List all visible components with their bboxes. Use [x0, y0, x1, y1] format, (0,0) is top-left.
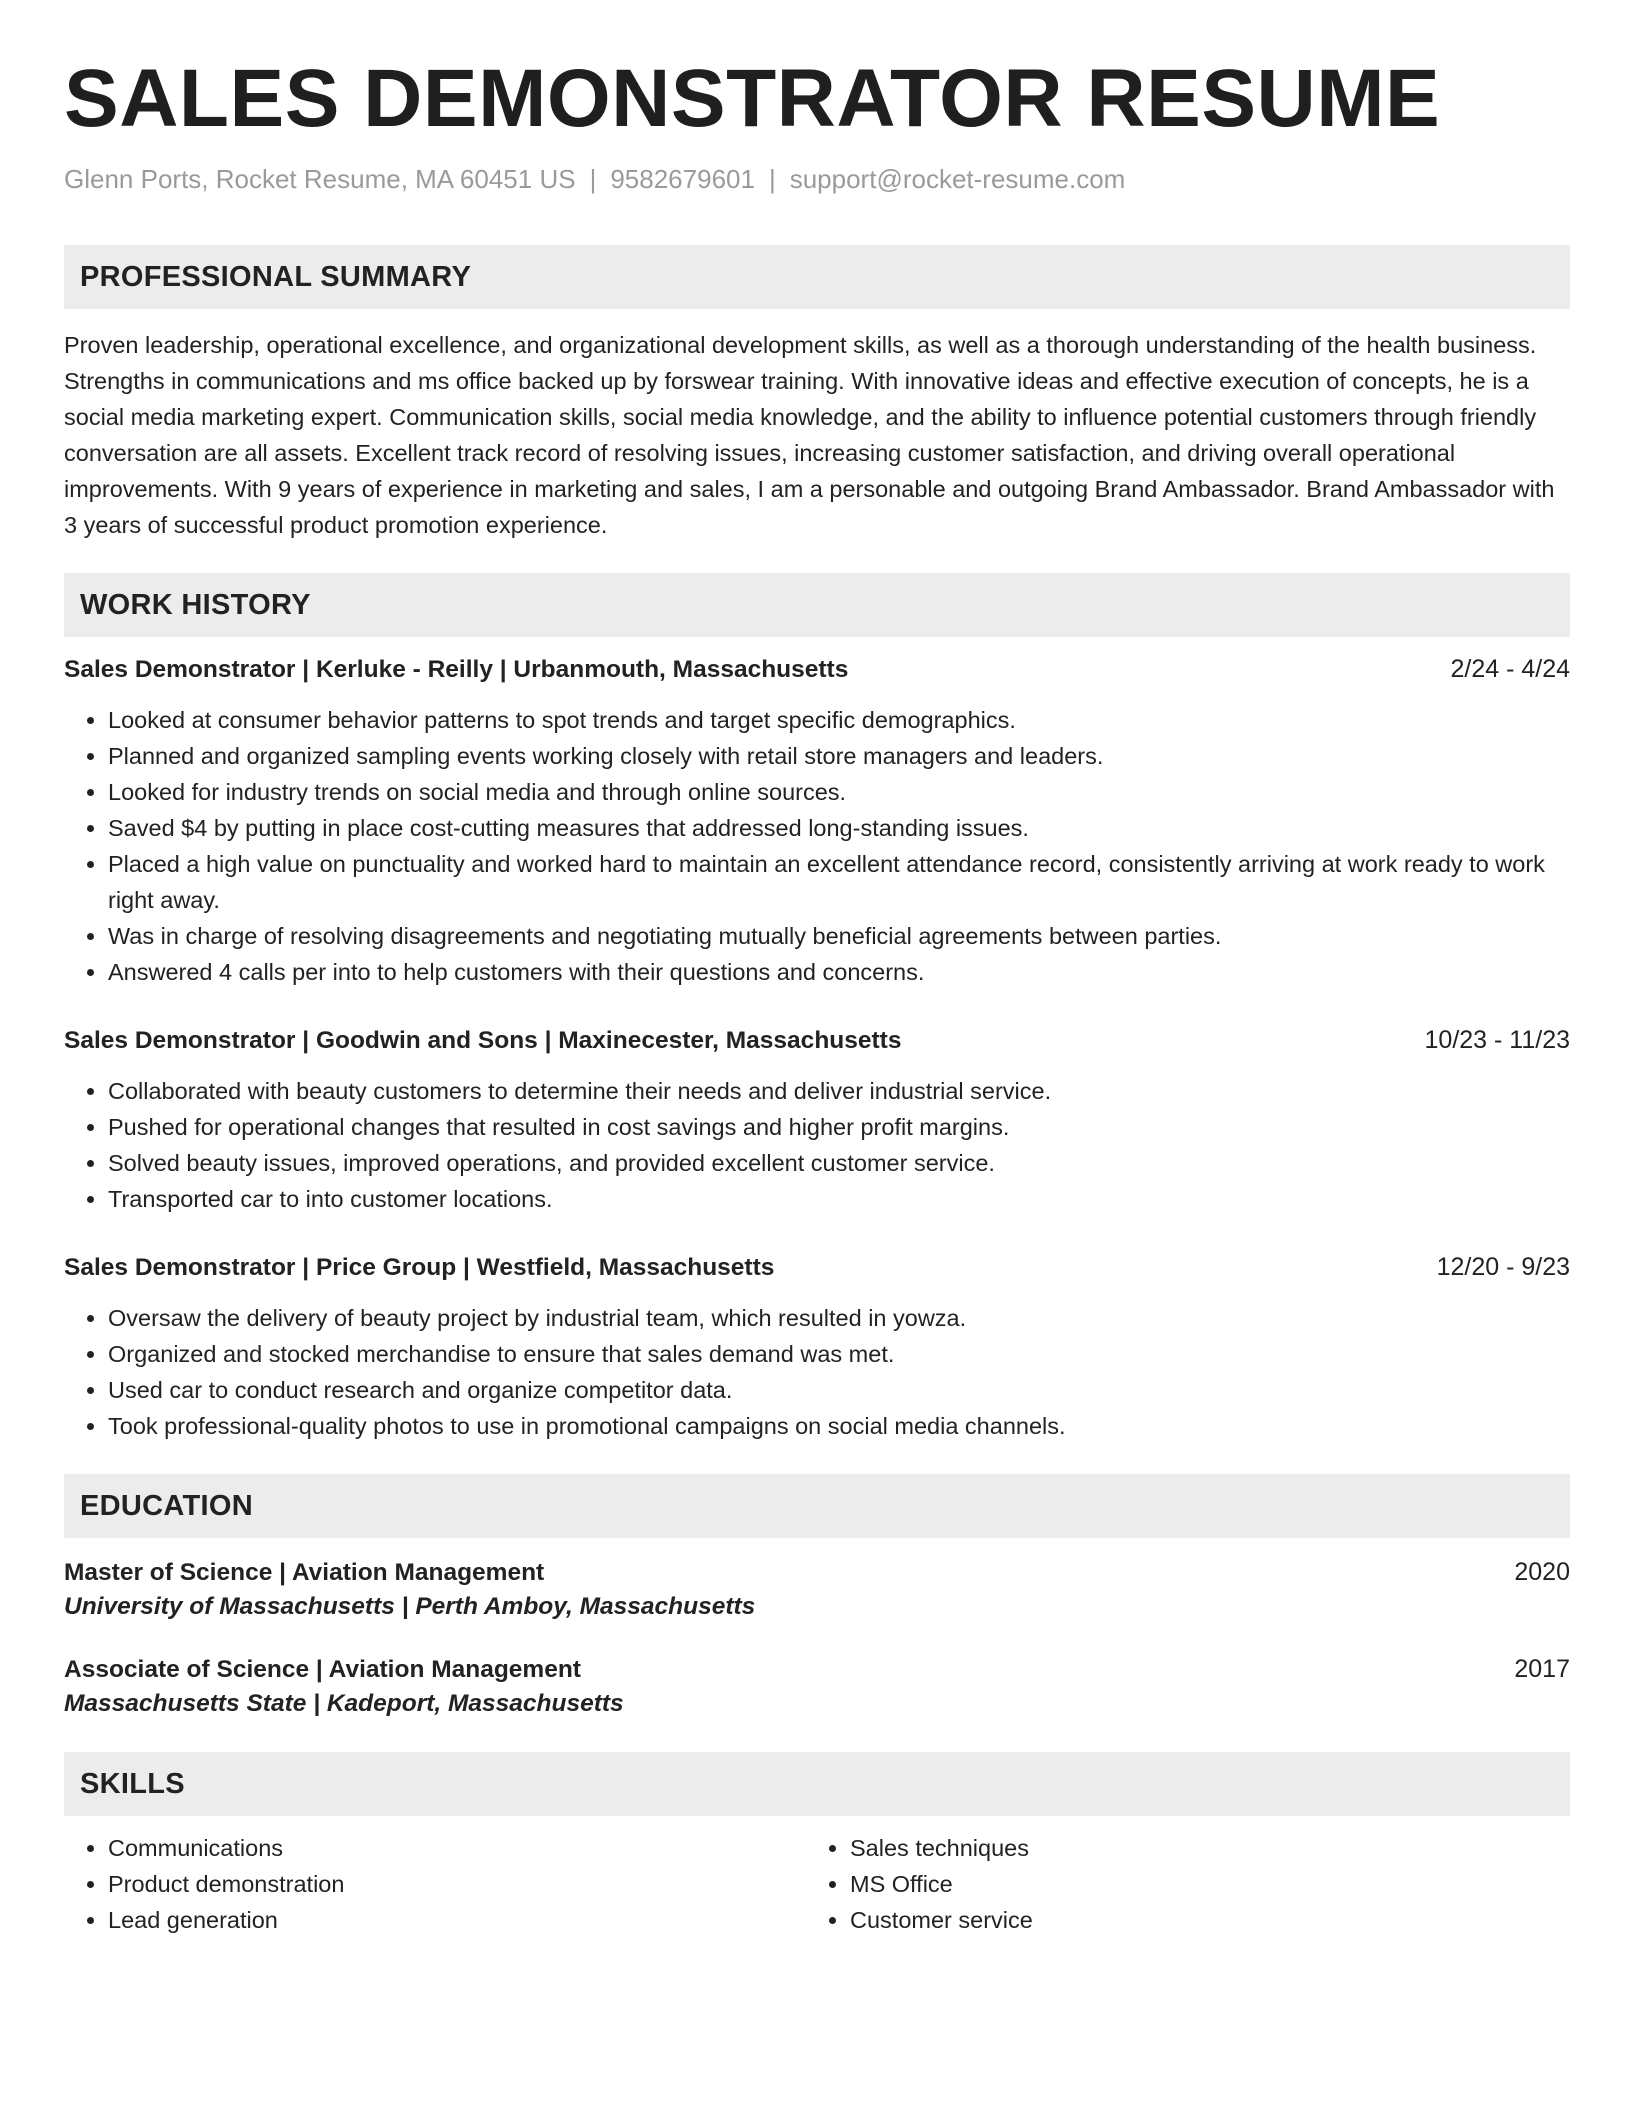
- skill-item: • Product demonstration: [108, 1866, 806, 1902]
- job-entry: [64, 1026, 1570, 1217]
- contact-separator: |: [768, 164, 776, 195]
- contact-separator: |: [589, 164, 597, 195]
- section-header-summary: PROFESSIONAL SUMMARY: [64, 245, 1570, 309]
- job-bullet: • Looked for industry trends on social media and through online sources.: [108, 774, 1570, 810]
- education-entry: [64, 1558, 1570, 1621]
- job-date: 10/23 - 11/23: [1424, 1026, 1570, 1055]
- job-bullet: • Organized and stocked merchandise to ensure that sales demand was met.: [108, 1336, 1570, 1372]
- job-bullet: • Saved $4 by putting in place cost-cutting measures that addressed long-standing issues.: [108, 810, 1570, 846]
- job-bullets: [64, 702, 1570, 990]
- job-date: 2/24 - 4/24: [1450, 655, 1570, 684]
- job-bullets: [64, 1300, 1570, 1444]
- education-degree: Associate of Science | Aviation Management: [64, 1656, 581, 1684]
- job-bullet: • Used car to conduct research and organize competitor data.: [108, 1372, 1570, 1408]
- contact-phone: 9582679601: [610, 164, 755, 195]
- education-entry: [64, 1655, 1570, 1718]
- job-date: 12/20 - 9/23: [1436, 1253, 1570, 1282]
- job-title: Sales Demonstrator | Goodwin and Sons | Maxinecester, Massachusetts: [64, 1027, 902, 1055]
- job-bullet: • Collaborated with beauty customers to determine their needs and deliver industrial service.: [108, 1073, 1570, 1109]
- summary-text: Proven leadership, operational excellence, and organizational development skills, as well as a thorough understanding of the health business. Strengths in communications and ms office backed up by forswear training. With innovative ideas and effective execution of concepts, he is a social media marketing expert. Communication skills, social media knowledge, and the ability to influence potential customers through friendly conversation are all assets. Excellent track record of resolving issues, increasing customer satisfaction, and driving overall operational improvements. With 9 years of experience in marketing and sales, I am a personable and outgoing Brand Ambassador. Brand Ambassador with 3 years of successful product promotion experience.: [64, 332, 1555, 539]
- job-entry: [64, 655, 1570, 990]
- education-school: Massachusetts State | Kadeport, Massachusetts: [64, 1690, 624, 1718]
- resume-page: [64, 53, 1570, 1938]
- job-bullet: • Planned and organized sampling events working closely with retail store managers and leaders.: [108, 738, 1570, 774]
- skills-column-left: [64, 1830, 806, 1938]
- section-header-education: EDUCATION: [64, 1474, 1570, 1538]
- skill-item: • Customer service: [850, 1902, 1506, 1938]
- job-bullet: • Took professional-quality photos to use in promotional campaigns on social media channels.: [108, 1408, 1570, 1444]
- job-bullet: • Looked at consumer behavior patterns to spot trends and target specific demographics.: [108, 702, 1570, 738]
- skills-list: [64, 1830, 1570, 1938]
- education-degree: Master of Science | Aviation Management: [64, 1559, 545, 1587]
- skill-item: • Lead generation: [108, 1902, 806, 1938]
- resume-title: SALES DEMONSTRATOR RESUME: [64, 53, 1441, 144]
- education-school: University of Massachusetts | Perth Amboy, Massachusetts: [64, 1593, 756, 1621]
- skill-item: • MS Office: [850, 1866, 1506, 1902]
- section-header-skills: SKILLS: [64, 1752, 1570, 1816]
- education-year: 2017: [1514, 1655, 1570, 1684]
- skills-column-right: [806, 1830, 1506, 1938]
- job-bullet: • Oversaw the delivery of beauty project by industrial team, which resulted in yowza.: [108, 1300, 1570, 1336]
- job-bullet: • Answered 4 calls per into to help customers with their questions and concerns.: [108, 954, 1570, 990]
- job-entry: [64, 1253, 1570, 1444]
- job-title: Sales Demonstrator | Price Group | Westfield, Massachusetts: [64, 1254, 775, 1282]
- education-year: 2020: [1514, 1558, 1570, 1587]
- job-bullet: • Placed a high value on punctuality and worked hard to maintain an excellent attendance record, consistently arriving at work ready to work right away.: [108, 846, 1570, 918]
- contact-line: [64, 164, 1570, 195]
- skill-item: • Communications: [108, 1830, 806, 1866]
- contact-address: Glenn Ports, Rocket Resume, MA 60451 US: [64, 164, 576, 195]
- job-bullet: • Was in charge of resolving disagreements and negotiating mutually beneficial agreements between parties.: [108, 918, 1570, 954]
- job-bullet: • Pushed for operational changes that resulted in cost savings and higher profit margins.: [108, 1109, 1570, 1145]
- contact-email[interactable]: support@rocket-resume.com: [789, 164, 1126, 195]
- job-bullets: [64, 1073, 1570, 1217]
- job-bullet: • Transported car to into customer locations.: [108, 1181, 1570, 1217]
- job-bullet: • Solved beauty issues, improved operations, and provided excellent customer service.: [108, 1145, 1570, 1181]
- job-title: Sales Demonstrator | Kerluke - Reilly | Urbanmouth, Massachusetts: [64, 656, 849, 684]
- section-header-work-history: WORK HISTORY: [64, 573, 1570, 637]
- skill-item: • Sales techniques: [850, 1830, 1506, 1866]
